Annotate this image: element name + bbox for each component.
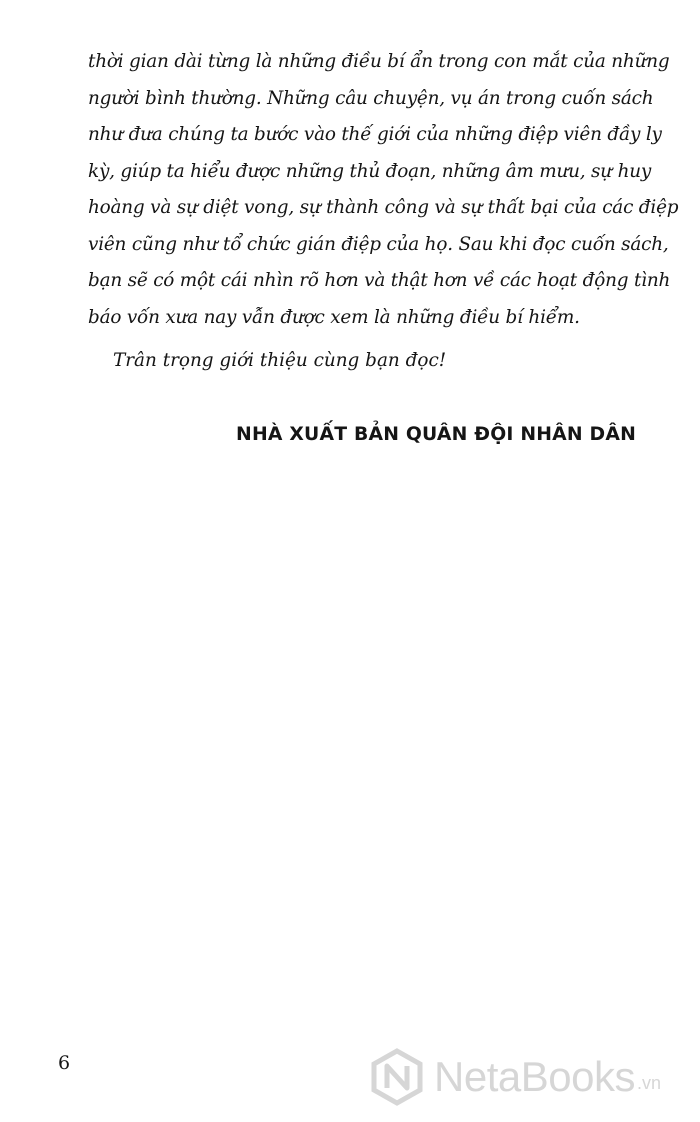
netabooks-logo-icon bbox=[368, 1048, 426, 1106]
body-line: hoàng và sự diệt vong, sự thành công và sự thất bại của các điệp bbox=[88, 197, 679, 218]
publisher-signature: NHÀ XUẤT BẢN QUÂN ĐỘI NHÂN DÂN bbox=[236, 424, 636, 445]
watermark-brand: NetaBooks bbox=[434, 1053, 635, 1100]
body-line: người bình thường. Những câu chuyện, vụ án trong cuốn sách bbox=[88, 87, 654, 109]
watermark-suffix: .vn bbox=[636, 1073, 661, 1093]
body-line: như đưa chúng ta bước vào thế giới của những điệp viên đầy ly bbox=[88, 124, 662, 145]
body-line: báo vốn xưa nay vẫn được xem là những điều bí hiểm. bbox=[88, 306, 580, 328]
body-line: bạn sẽ có một cái nhìn rõ hơn và thật hơn về các hoạt động tình bbox=[88, 270, 671, 291]
body-paragraph bbox=[88, 44, 679, 336]
watermark bbox=[368, 1046, 661, 1108]
body-line: kỳ, giúp ta hiểu được những thủ đoạn, những âm mưu, sự huy bbox=[88, 160, 652, 182]
page-number: 6 bbox=[58, 1052, 71, 1074]
closing-line: Trân trọng giới thiệu cùng bạn đọc! bbox=[113, 350, 447, 371]
body-line: thời gian dài từng là những điều bí ẩn trong con mắt của những bbox=[88, 51, 670, 72]
body-line: viên cũng như tổ chức gián điệp của họ. Sau khi đọc cuốn sách, bbox=[88, 233, 669, 255]
